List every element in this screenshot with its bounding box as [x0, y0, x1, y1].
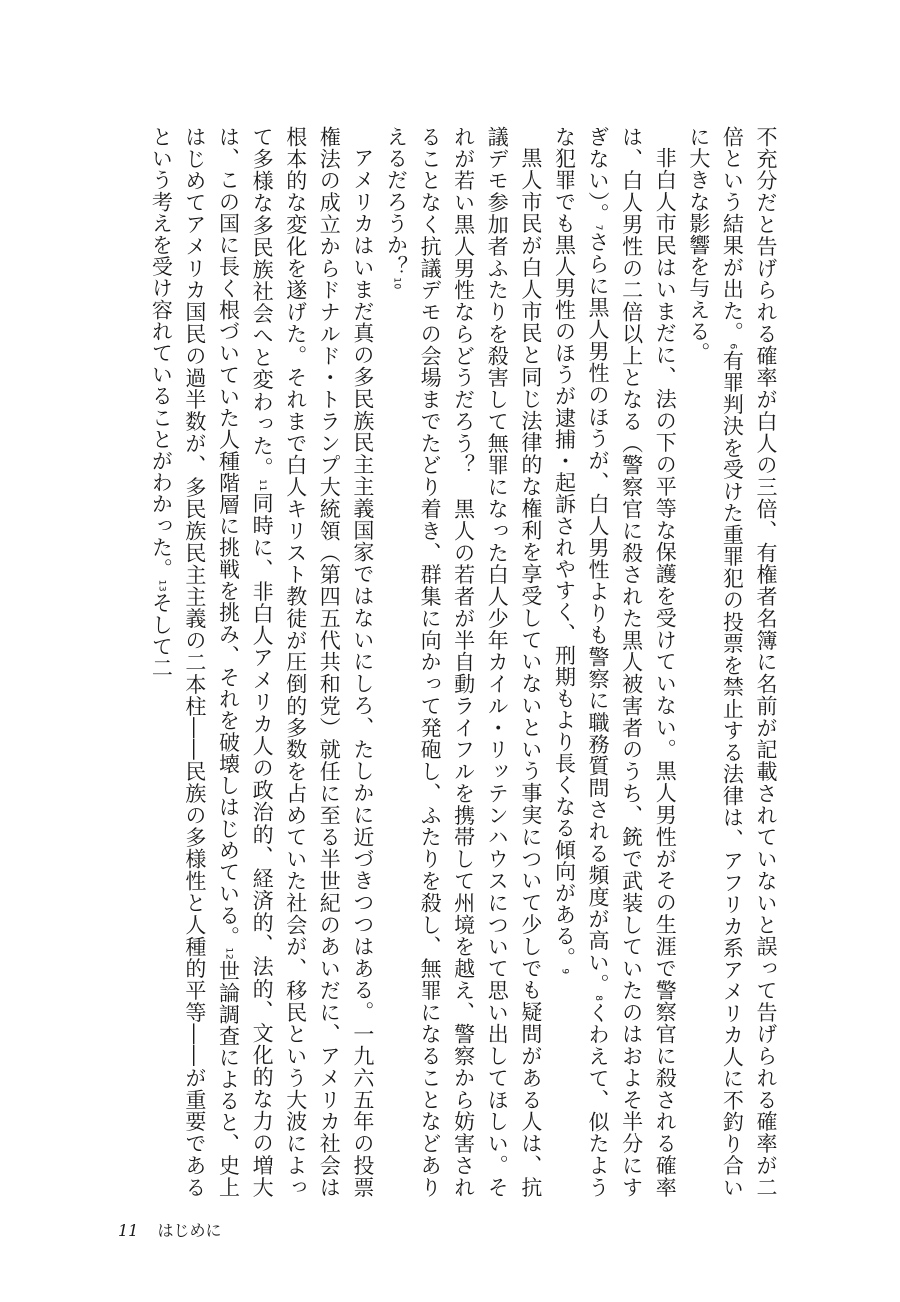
footnote-ref: 13	[156, 579, 167, 593]
text-run: 非白人市民はいまだに、法の下の平等な保護を受けていない。黒人男性がその生涯で警察官に殺される確率は、白人男性の二倍以上となる（警察官に殺された黒人被害者のうち、銃で武装していたのはおよそ半分にすぎない）。	[586, 126, 678, 1198]
footnote-ref: 11	[257, 479, 268, 492]
footnote-ref: 12	[223, 947, 234, 961]
footnote-ref: 7	[593, 224, 604, 231]
footnote-ref: 8	[593, 995, 604, 1002]
text-run: 有罪判決を受けた重罪犯の投票を禁止する法律は、アフリカ系アメリカ人に不釣り合いに大きな影響を与える。	[686, 126, 745, 1198]
page-number: 11	[118, 1221, 139, 1240]
paragraph-p4	[144, 126, 379, 1198]
vertical-body-text	[110, 126, 782, 1198]
text-run: そして二	[149, 592, 174, 679]
text-run: 不充分だと告げられる確率が白人の三倍、有権者名簿に名前が記載されていないと誤って告げられる確率が二倍という結果が出た。	[720, 126, 778, 1198]
paragraph-p3	[379, 126, 547, 1198]
footnote-ref: 6	[727, 343, 738, 350]
text-run: くわえて、似たような犯罪でも黒人男性のほうが逮捕・起訴されやすく、刑期もより長くなる傾向がある。	[552, 126, 611, 1198]
paragraph-p1	[681, 126, 782, 1198]
text-run: 黒人市民が白人市民と同じ法律的な権利を享受していないという事実について少しでも疑問がある人は、抗議デモ参加者ふたりを殺害して無罪になった白人少年カイル・リッテンハウスについて思い出してほしい。それが若い黒人男性ならどうだろう？ 黒人の若者が半自動ライフルを携帯して州境を越え、警察から妨害されることなく抗議デモの会場までたどり着き、群集に向かって発砲し、ふたりを殺し、無罪になることなどありえるだろうか？	[384, 126, 543, 1198]
text-run: 同時に、非白人アメリカ人の政治的、経済的、法的、文化的な力の増大は、この国に長く根づいていた人種階層に挑戦を挑み、それを破壊しはじめている。	[216, 126, 275, 1198]
text-run: 世論調査によると、史上はじめてアメリカ国民の過半数が、多民族民主主義の二本柱――民族の多様性と人種的平等――が重要であるという考えを受け容れていることがわかった。	[149, 126, 241, 1198]
footnote-ref: 10	[391, 277, 402, 290]
text-run: さらに黒人男性のほうが、白人男性よりも警察に職務質問される頻度が高い。	[586, 230, 611, 996]
text-run: アメリカはいまだ真の多民族民主主義国家ではないにしろ、たしかに近づきつつはある。一九六五年の投票権法の成立からドナルド・トランプ大統領（第四五代共和党）就任に至る半世紀のあいだに、アメリカ社会は根本的な変化を遂げた。それまで白人キリスト教徒が圧倒的多数を占めていた社会が、移民という大波によって多様な多民族社会へと変わった。	[250, 126, 375, 1198]
page-footer	[118, 1218, 221, 1241]
paragraph-p2	[547, 126, 681, 1198]
running-head-section: はじめに	[157, 1221, 222, 1240]
footnote-ref: 9	[559, 968, 570, 975]
